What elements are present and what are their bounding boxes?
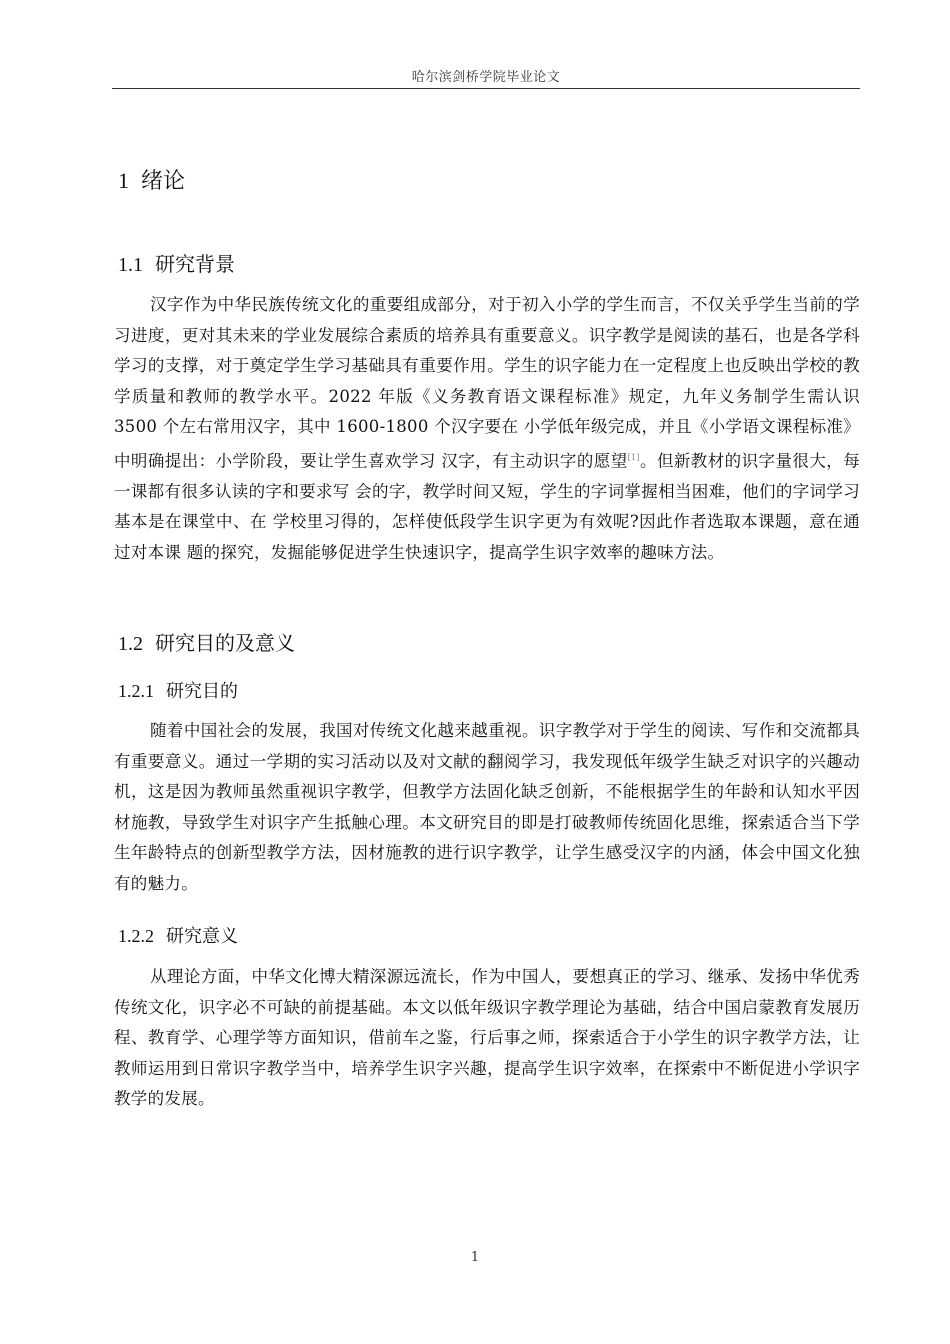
section-title: 研究背景 <box>155 252 235 276</box>
subsection-number: 1.2.1 <box>118 681 154 701</box>
header-divider <box>112 88 860 89</box>
subsection-title: 研究目的 <box>166 681 238 702</box>
section-heading-1-1 <box>118 248 235 277</box>
subsection-number: 1.2.2 <box>118 926 154 946</box>
chapter-number: 1 <box>118 168 129 193</box>
page-header: 哈尔滨剑桥学院毕业论文 <box>411 70 561 85</box>
paragraph-research-significance: 从理论方面，中华文化博大精深源远流长，作为中国人，要想真正的学习、继承、发扬中华优秀传统文化，识字必不可缺的前提基础。本文以低年级识字教学理论为基础，结合中国启蒙教育发展历程、教育学、心理学等方面知识，借前车之鉴，行后事之师，探索适合于小学生的识字教学方法，让教师运用到日常识字教学当中，培养学生识字兴趣，提高学生识字效率，在探索中不断促进小学识字教学的发展。 <box>114 967 860 1108</box>
paragraph-research-purpose: 随着中国社会的发展，我国对传统文化越来越重视。识字教学对于学生的阅读、写作和交流都具有重要意义。通过一学期的实习活动以及对文献的翻阅学习，我发现低年级学生缺乏对识字的兴趣动机，这是因为教师虽然重视识字教学，但教学方法固化缺乏创新，不能根据学生的年龄和认知水平因材施教，导致学生对识字产生抵触心理。本文研究目的即是打破教师传统固化思维，探索适合当下学生年龄特点的创新型教学方法，因材施教的进行识字教学，让学生感受汉字的内涵，体会中国文化独有的魅力。 <box>114 721 860 893</box>
paragraph-research-background <box>114 290 860 568</box>
section-heading-1-2 <box>118 627 295 656</box>
paragraph-body: 汉字作为中华民族传统文化的重要组成部分，对于初入小学的学生而言，不仅关乎学生当前的学习进度，更对其未来的学业发展综合素质的培养具有重要意义。识字教学是阅读的基石，也是各学科学习的支撑，对于奠定学生学习基础具有重要作用。学生的识字能力在一定程度上也反映出学校的教学质量和教师的教学水平。2022 年版《义务教育语文课程标准》规定，九年义务制学生需认识 3500 个左右常用汉字，其中 1600-1800 个汉字要在 小学低年级完成，并且《小学语文课程标准》中明确提出：小学阶段，要让学生喜欢学习 汉字，有主动识字的愿望 <box>114 295 860 470</box>
subsection-title: 研究意义 <box>166 926 238 947</box>
citation-marker[interactable]: [1] <box>627 452 640 462</box>
chapter-heading <box>118 164 185 195</box>
page-number: 1 <box>470 1250 480 1265</box>
section-title: 研究目的及意义 <box>155 631 295 655</box>
paragraph-body-continued: 。但新教材的识字量很大，每一课都有很多认读的字和要求写 会的字，教学时间又短，学生的字词掌握相当困难，他们的字词学习基本是在课堂中、在 学校里习得的，怎样使低段学生识字更为有效呢?因此作者选取本课题，意在通过对本课 题的探究，发掘能够促进学生快速识字，提高学生识字效率的趣味方法。 <box>114 451 860 562</box>
subsection-heading-1-2-1 <box>118 677 238 703</box>
section-number: 1.2 <box>118 633 143 655</box>
section-number: 1.1 <box>118 254 143 276</box>
subsection-heading-1-2-2 <box>118 922 238 948</box>
chapter-title: 绪论 <box>141 169 186 194</box>
